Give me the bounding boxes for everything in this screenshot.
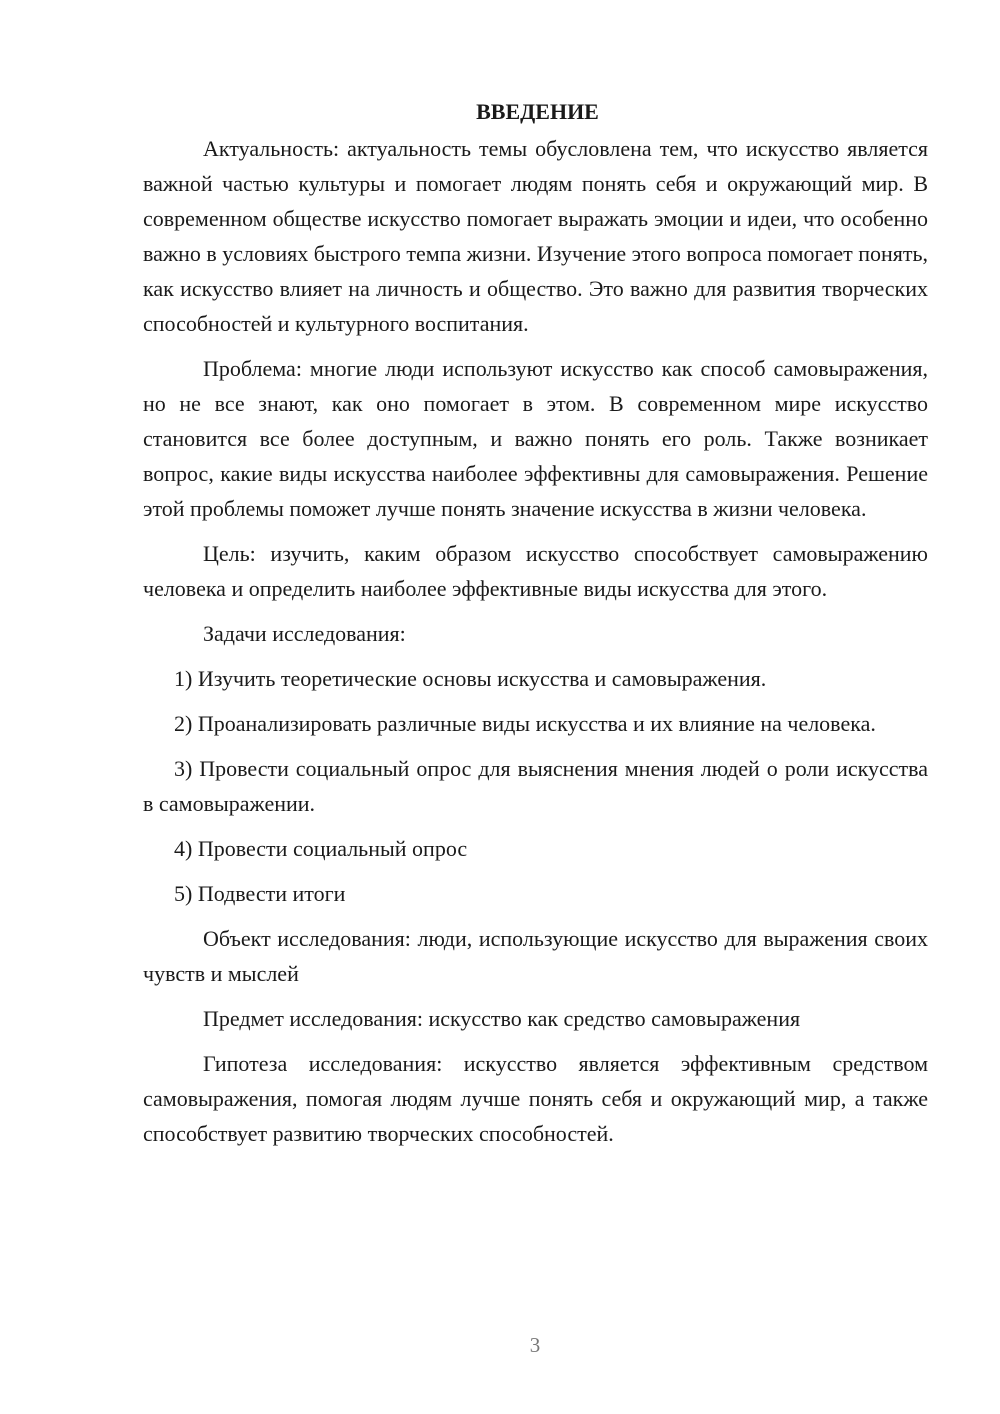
- paragraph-goal: Цель: изучить, каким образом искусство способствует самовыражению человека и определить наиболее эффективные виды искусства для этого.: [143, 541, 928, 601]
- page-number: 3: [529, 1333, 541, 1357]
- paragraph-hypothesis: Гипотеза исследования: искусство является эффективным средством самовыражения, помогая людям лучше понять себя и окружающий мир, а также способствует развитию творческих способностей.: [143, 1051, 928, 1146]
- paragraph-subject: Предмет исследования: искусство как средство самовыражения: [203, 1006, 801, 1031]
- paragraph-tasks-heading: Задачи исследования:: [203, 621, 406, 646]
- paragraph-object: Объект исследования: люди, использующие искусство для выражения своих чувств и мыслей: [143, 926, 928, 986]
- task-item-4: 4) Провести социальный опрос: [174, 836, 468, 861]
- page-content: [143, 94, 928, 1151]
- task-item-1: 1) Изучить теоретические основы искусства и самовыражения.: [174, 666, 767, 691]
- section-title: ВВЕДЕНИЕ: [476, 99, 599, 124]
- task-item-3: 3) Провести социальный опрос для выяснения мнения людей о роли искусства в самовыражении.: [143, 756, 928, 816]
- task-item-5: 5) Подвести итоги: [174, 881, 346, 906]
- task-item-2: 2) Проанализировать различные виды искусства и их влияние на человека.: [174, 711, 876, 736]
- paragraph-problem: Проблема: многие люди используют искусство как способ самовыражения, но не все знают, как оно помогает в этом. В современном мире искусство становится все более доступным, и важно понять его роль. Также возникает вопрос, какие виды искусства наиболее эффективны для самовыражения. Решение этой проблемы поможет лучше понять значение искусства в жизни человека.: [143, 356, 928, 521]
- paragraph-relevance: Актуальность: актуальность темы обусловлена тем, что искусство является важной частью культуры и помогает людям понять себя и окружающий мир. В современном обществе искусство помогает выражать эмоции и идеи, что особенно важно в условиях быстрого темпа жизни. Изучение этого вопроса помогает понять, как искусство влияет на личность и общество. Это важно для развития творческих способностей и культурного воспитания.: [143, 136, 929, 336]
